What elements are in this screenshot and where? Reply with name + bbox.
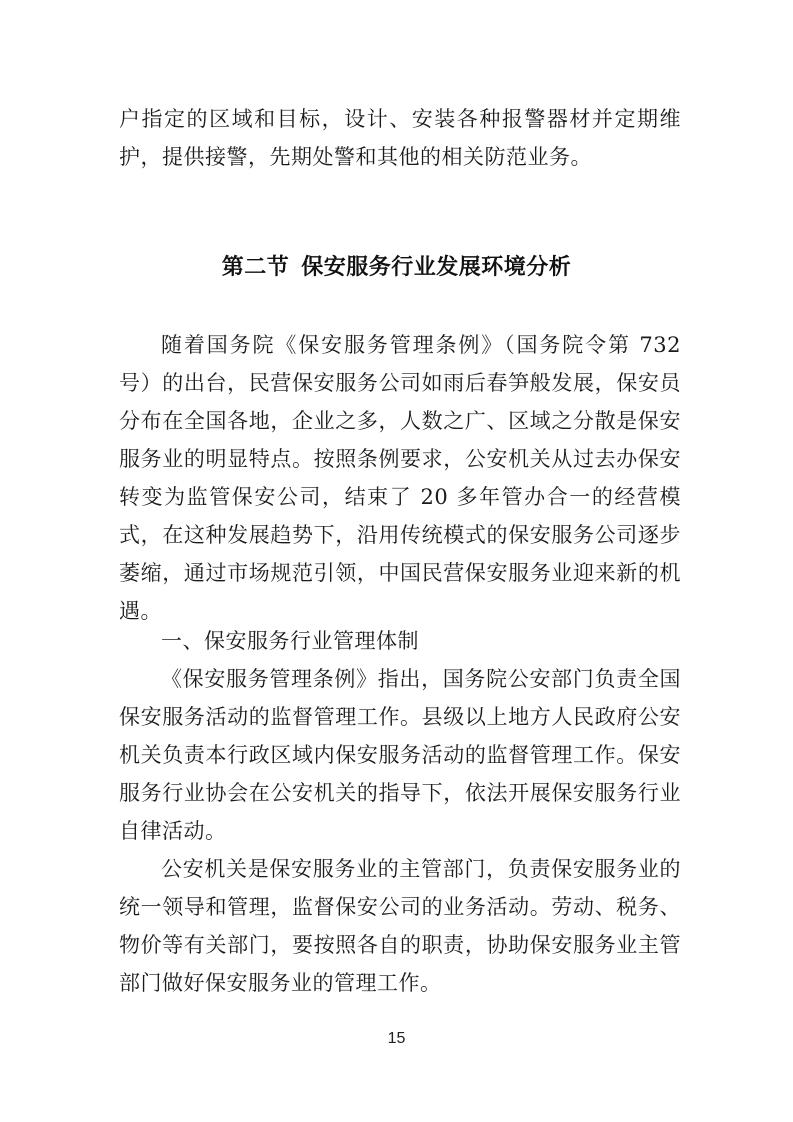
continuation-paragraph: 户指定的区域和目标，设计、安装各种报警器材并定期维护，提供接警，先期处警和其他的相关防范业务。 (119, 107, 681, 169)
subsection-paragraph-2: 公安机关是保安服务业的主管部门，负责保安服务业的统一领导和管理，监督保安公司的业务活动。劳动、税务、物价等有关部门，要按照各自的职责，协助保安服务业主管部门做好保安服务业的管理工作。 (119, 857, 681, 995)
subheading-management-system: 一、保安服务行业管理体制 (161, 629, 419, 653)
subsection-paragraph-1: 《保安服务管理条例》指出，国务院公安部门负责全国保安服务活动的监督管理工作。县级以上地方人民政府公安机关负责本行政区域内保安服务活动的监督管理工作。保安服务行业协会在公安机关的指导下，依法开展保安服务行业自律活动。 (119, 667, 681, 843)
page-number: 15 (387, 1030, 406, 1047)
section-number: 第二节 (221, 255, 290, 280)
section-title: 保安服务行业发展环境分析 (301, 255, 572, 280)
section-heading (0, 250, 793, 286)
section-paragraph-1: 随着国务院《保安服务管理条例》（国务院令第 732 号）的出台，民营保安服务公司如雨后春笋般发展，保安员分布在全国各地，企业之多，人数之广、区域之分散是保安服务业的明显特点。按照条例要求，公安机关从过去办保安转变为监管保安公司，结束了 20 多年管办合一的经营模式，在这种发展趋势下，沿用传统模式的保安服务公司逐步萎缩，通过市场规范引领，中国民营保安服务业迎来新的机遇。 (119, 333, 681, 623)
